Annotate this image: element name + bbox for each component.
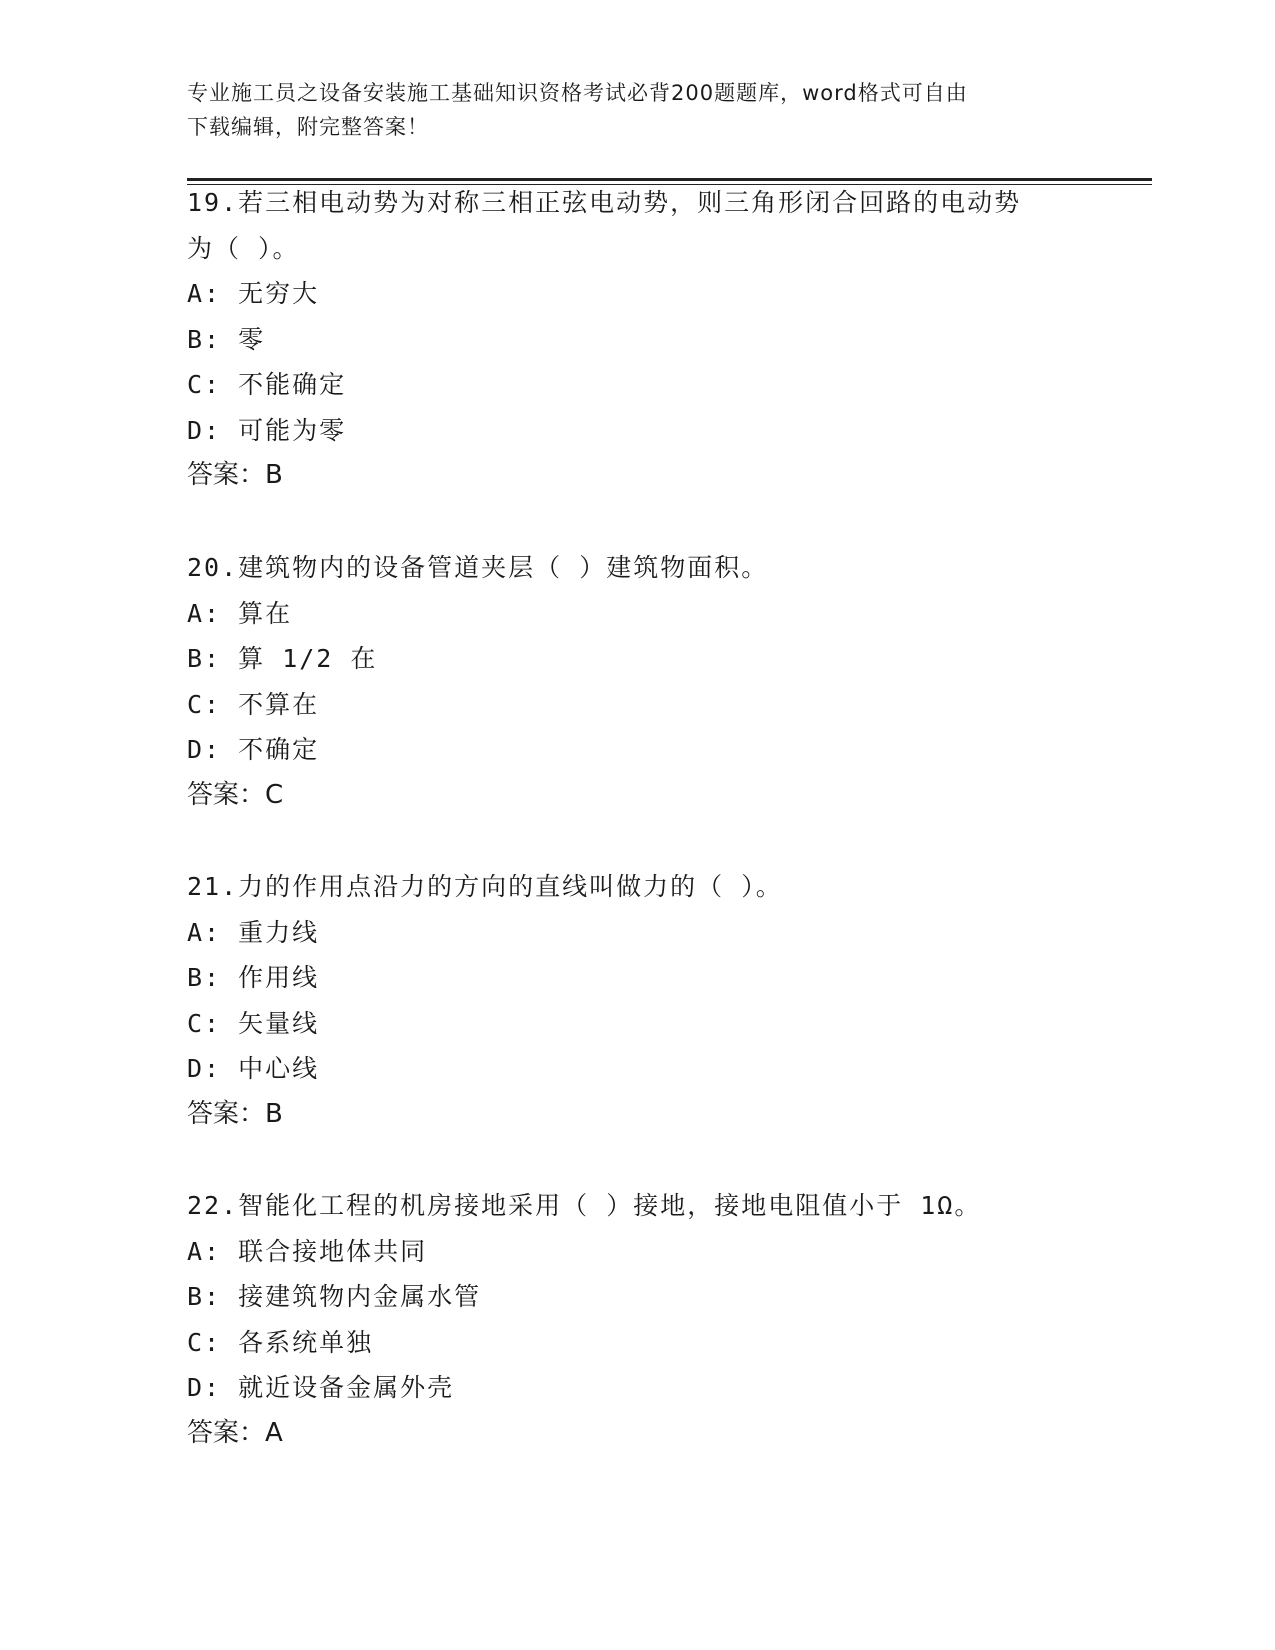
option-d: D: 就近设备金属外壳 <box>187 1373 455 1402</box>
question-22 <box>187 1183 1087 1456</box>
option-a: A: 算在 <box>187 598 293 628</box>
option-c: C: 各系统单独 <box>187 1327 374 1357</box>
answer: 答案：B <box>187 460 283 490</box>
question-stem: 21.力的作用点沿力的方向的直线叫做力的（ ）。 <box>187 872 783 901</box>
question-stem: 19.若三相电动势为对称三相正弦电动势，则三角形闭合回路的电动势 <box>187 188 1022 217</box>
document-header <box>187 76 1067 144</box>
option-b: B: 算 1/2 在 <box>187 644 378 673</box>
option-c: C: 不算在 <box>187 689 320 719</box>
question-21 <box>187 864 1087 1137</box>
question-stem: 20.建筑物内的设备管道夹层（ ）建筑物面积。 <box>187 553 769 582</box>
option-a: A: 无穷大 <box>187 279 320 308</box>
option-d: D: 不确定 <box>187 735 320 764</box>
option-d: D: 可能为零 <box>187 415 347 445</box>
option-b: B: 接建筑物内金属水管 <box>187 1282 482 1311</box>
answer: 答案：C <box>187 779 284 810</box>
option-a: A: 重力线 <box>187 917 320 947</box>
question-stem-continued: 为（ ）。 <box>187 233 300 263</box>
option-a: A: 联合接地体共同 <box>187 1236 428 1266</box>
answer: 答案：B <box>187 1098 283 1129</box>
question-20 <box>187 545 1087 818</box>
question-19 <box>187 180 1087 499</box>
answer: 答案：A <box>187 1417 283 1448</box>
question-stem: 22.智能化工程的机房接地采用（ ）接地，接地电阻值小于 1Ω。 <box>187 1191 982 1220</box>
header-line-2: 下载编辑，附完整答案！ <box>187 115 429 139</box>
option-d: D: 中心线 <box>187 1054 320 1083</box>
option-b: B: 作用线 <box>187 963 320 992</box>
option-c: C: 矢量线 <box>187 1008 320 1038</box>
option-c: C: 不能确定 <box>187 370 347 399</box>
header-line-1: 专业施工员之设备安装施工基础知识资格考试必背200题题库，word格式可自由 <box>187 81 968 105</box>
option-b: B: 零 <box>187 324 266 354</box>
